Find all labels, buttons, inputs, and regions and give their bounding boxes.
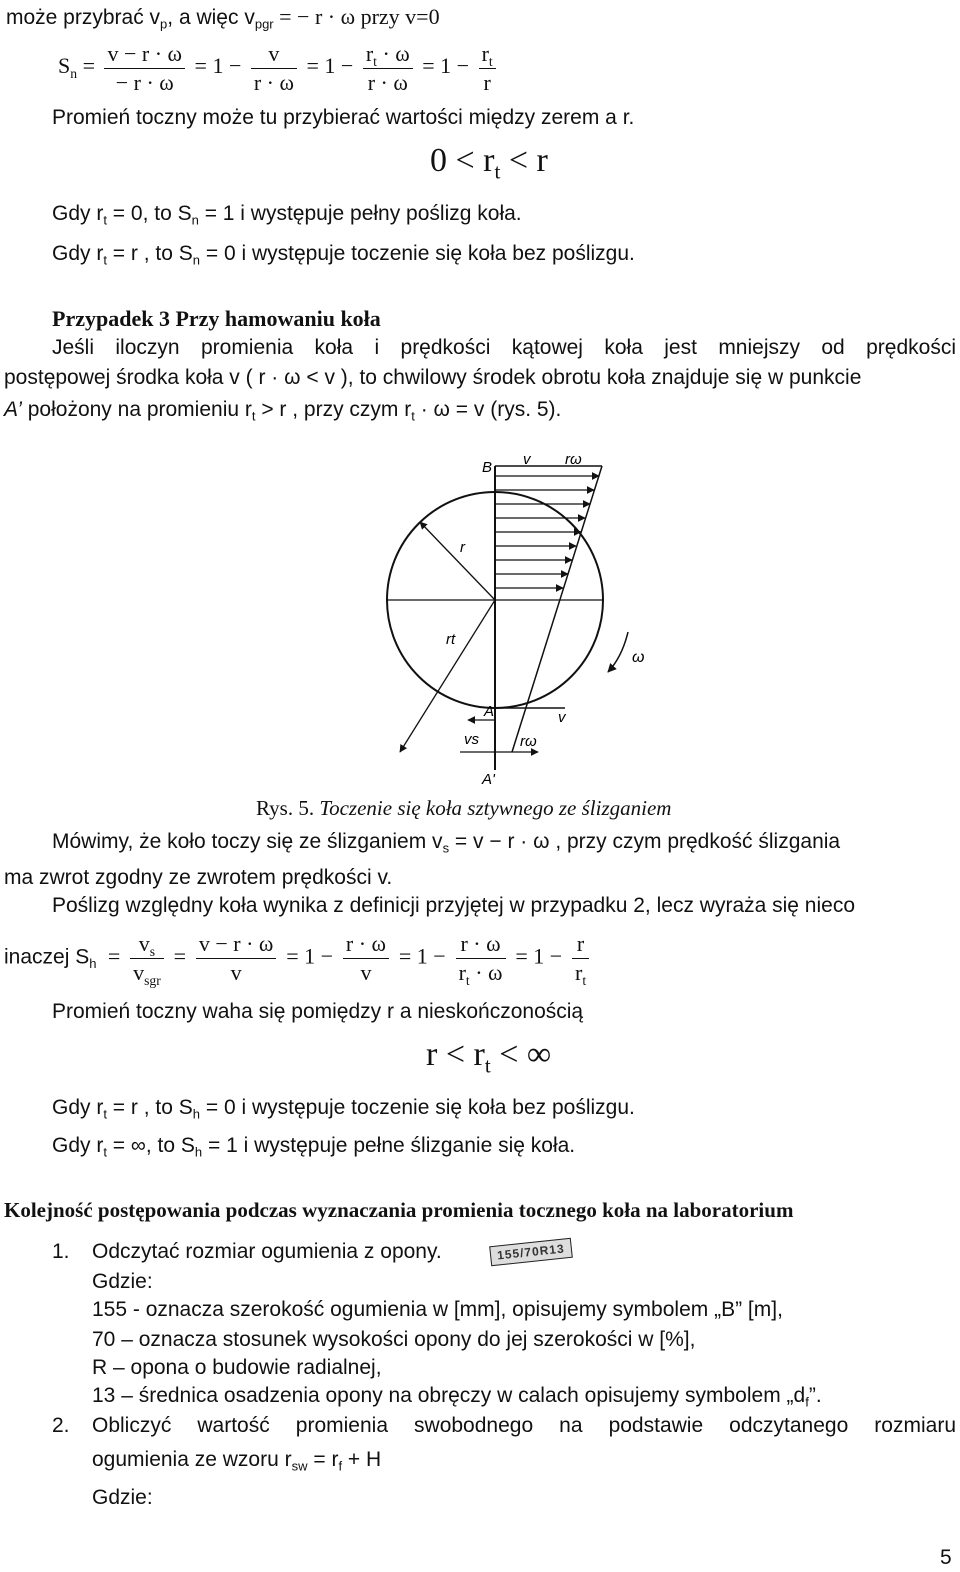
omega-arrow — [608, 632, 628, 672]
condition-line: Gdy $r_t = r$ , to $S_n = 0$ i występuje toczenie się koła bez poślizgu. — [52, 242, 635, 268]
list-item-number: 1. — [52, 1240, 70, 1263]
range-inequality: $0 < r_t < r$ — [430, 142, 548, 184]
list-line: 13 – średnica osadzenia opony na obręczy w calach opisujemy symbolem $„d_f$”. — [92, 1384, 822, 1410]
condition-line: Gdy $r_t = 0$, to $S_n = 1$ i występuje pełny poślizg koła. — [52, 202, 522, 228]
fraction: $\frac{v - r \cdot \omega}{- r \cdot \omega}$ — [104, 40, 185, 96]
intro-line: może przybrać $v_p$, a więc $v_{pgr}$ = − r · ω przy v=0 — [6, 4, 440, 32]
label-v-bottom: v — [558, 709, 566, 726]
paragraph: Promień toczny może tu przybierać wartości między zerem a r. — [52, 106, 635, 129]
label-rw-top: rω — [565, 452, 582, 468]
label-v-top: v — [523, 452, 531, 468]
list-line: R – opona o budowie radialnej, — [92, 1356, 382, 1379]
sh-formula: inaczej $S_h$ = $\frac{v_s}{v_{sgr}}$ = $\frac{v - r \cdot \omega}{v}$ = 1 − $\frac{r \cdot \omega}{v}$ = 1 − $\frac{r \cdot \omega}{r_t \cdot \omega}$ = 1 − $\frac{r}{r_t}$ — [4, 930, 593, 986]
section-heading: Przypadek 3 Przy hamowaniu koła — [52, 306, 381, 331]
paragraph: A’ położony na promieniu $r_t > r$ , przy czym $r_t \cdot \omega = v$ (rys. 5). — [4, 398, 562, 424]
list-item: ogumienia ze wzoru $r_{sw} = r_f + H$ — [92, 1448, 382, 1474]
fraction: $\frac{v - r \cdot \omega}{v}$ — [196, 930, 277, 986]
list-line: 70 – oznacza stosunek wysokości opony do jej szerokości w [%], — [92, 1328, 696, 1351]
fraction: $\frac{r \cdot \omega}{r_t \cdot \omega}$ — [456, 930, 506, 986]
fraction: $\frac{v}{r \cdot \omega}$ — [251, 40, 297, 96]
condition-line: Gdy $r_t$ = ∞, to $S_h = 1$ i występuje pełne ślizganie się koła. — [52, 1134, 576, 1160]
paragraph: Poślizg względny koła wynika z definicji przyjętej w przypadku 2, lecz wyraża się nieco — [52, 894, 856, 917]
label-omega: ω — [632, 649, 645, 666]
range-inequality: $r < r_t$ < ∞ — [426, 1036, 552, 1078]
label-r: r — [460, 539, 465, 556]
paragraph: postępowej środka koła v ( r · ω < v ), to chwilowy środek obrotu koła znajduje się w punkcie — [4, 366, 862, 389]
section-heading: Kolejność postępowania podczas wyznaczania promienia tocznego koła na laboratorium — [4, 1198, 794, 1222]
label-A: A — [484, 703, 495, 720]
radius-rt — [400, 600, 495, 752]
figure-caption: Rys. 5. Toczenie się koła sztywnego ze ślizganiem — [256, 796, 672, 820]
radius-r — [420, 522, 495, 600]
fraction: $\frac{r \cdot \omega}{v}$ — [343, 930, 389, 986]
list-item-number: 2. — [52, 1414, 70, 1437]
paragraph: Gdzie: — [92, 1270, 153, 1293]
paragraph: Promień toczny waha się pomiędzy r a nieskończonością — [52, 1000, 584, 1023]
paragraph: ma zwrot zgodny ze zwrotem prędkości v. — [4, 866, 393, 889]
paragraph: Mówimy, że koło toczy się ze ślizganiem $v_s = v - r \cdot \omega$ , przy czym prędkość ślizgania — [52, 830, 841, 856]
label-vs: vs — [464, 731, 479, 748]
page-number: 5 — [940, 1546, 952, 1569]
list-item: Obliczyć wartość promienia swobodnego na podstawie odczytanego rozmiaru — [92, 1414, 956, 1437]
paragraph: Jeśli iloczyn promienia koła i prędkości kątowej koła jest mniejszy od prędkości — [52, 336, 956, 359]
fraction: $\frac{r_t}{r}$ — [479, 40, 496, 96]
tire-size-image: 155/70R13 — [490, 1238, 572, 1262]
rolling-wheel-figure — [360, 452, 670, 792]
fraction: $\frac{v_s}{v_{sgr}}$ — [130, 930, 164, 986]
label-rw-bottom: rω — [520, 733, 537, 750]
fraction: $\frac{r_t \cdot \omega}{r \cdot \omega}$ — [363, 40, 413, 96]
sn-formula: $S_n$ = $\frac{v - r \cdot \omega}{- r \cdot \omega}$ = 1 − $\frac{v}{r \cdot \omega}$ = 1 − $\frac{r_t \cdot \omega}{r \cdot \omega}$ = 1 − $\frac{r_t}{r}$ — [58, 40, 500, 96]
label-B: B — [482, 459, 493, 476]
fraction: $\frac{r}{r_t}$ — [572, 930, 589, 986]
condition-line: Gdy $r_t = r$ , to $S_h = 0$ i występuje toczenie się koła bez poślizgu. — [52, 1096, 635, 1122]
label-A-prime: A' — [482, 771, 495, 788]
list-line: 155 - oznacza szerokość ogumienia w [mm], opisujemy symbolem „B” [m], — [92, 1298, 783, 1321]
velocity-envelope — [512, 466, 602, 752]
list-item: Odczytać rozmiar ogumienia z opony. — [92, 1240, 442, 1263]
paragraph: Gdzie: — [92, 1486, 153, 1509]
label-rt: rt — [446, 631, 456, 648]
